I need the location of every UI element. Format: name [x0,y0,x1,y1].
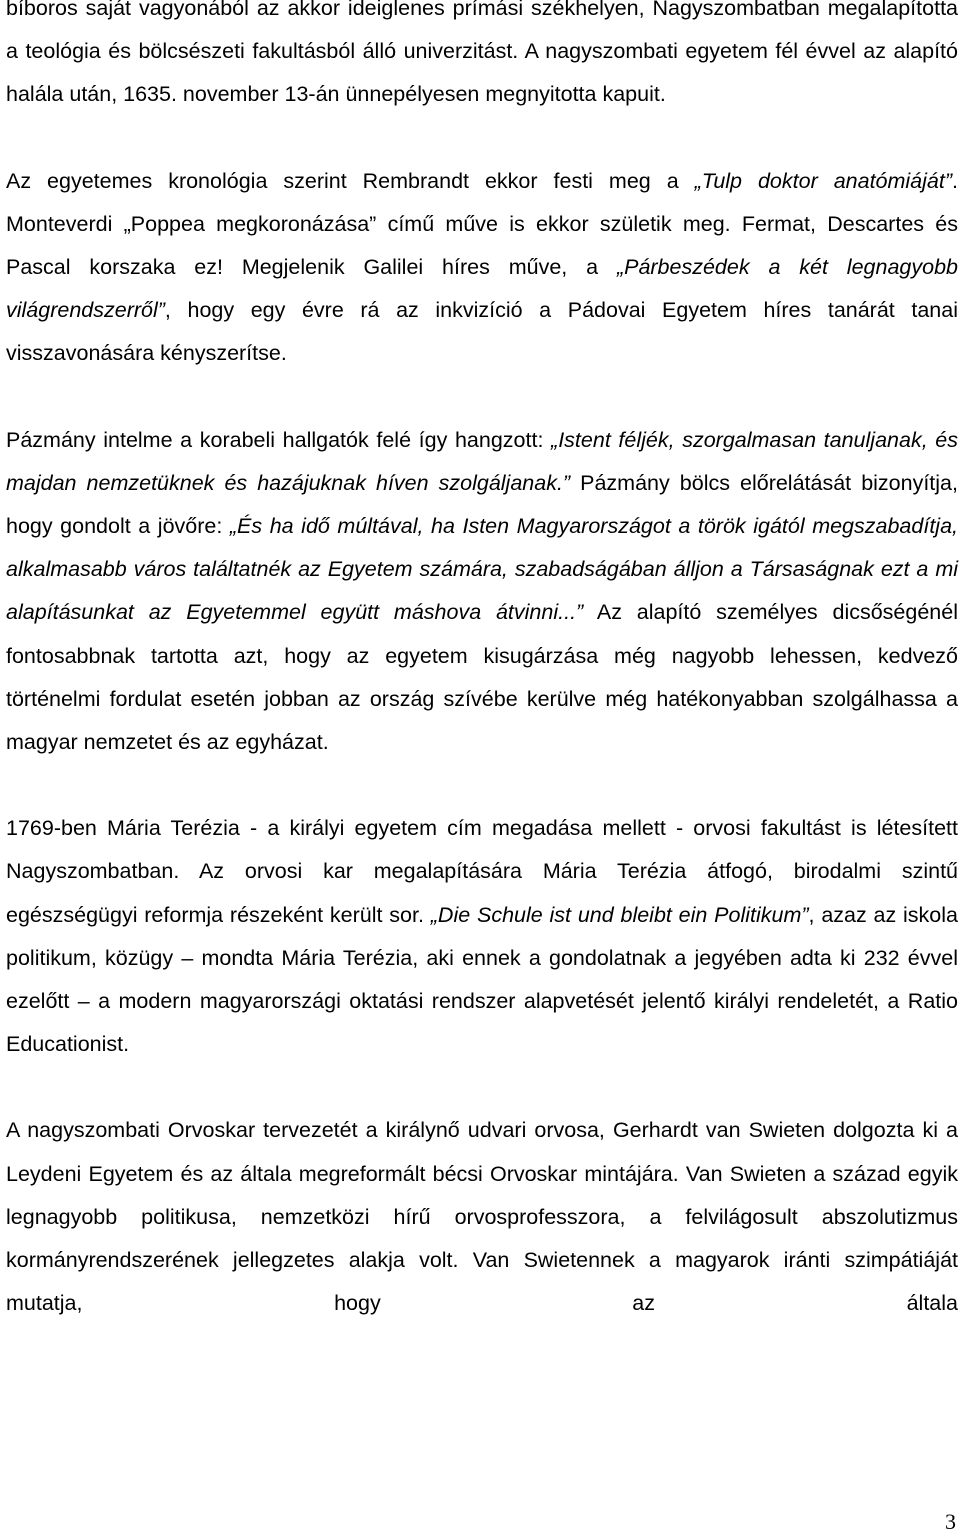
paragraph-university-founding [6,0,958,117]
quote: „Die Schule ist und bleibt ein Politikum” [430,902,809,927]
text-segment: 1769-ben Mária Terézia - a királyi egyetem cím megadása mellett - orvosi fakultást is létesített Nagyszombatban. Az orvosi kar megalapítására Mária Terézia átfogó, birodalmi szintű egészségügyi reformja részeként került sor. [6,816,958,927]
page-number: 3 [945,1509,956,1534]
paragraph-chronology [6,160,958,376]
text-segment: bíboros saját vagyonából az akkor ideiglenes prímási székhelyen, Nagyszombatban megalapította a teológia és bölcsészeti fakultásból álló univerzitást. A nagyszombati egyetem fél évvel az alapító halála után, 1635. november 13-án ünnepélyesen megnyitotta kapuit. [6,0,958,107]
text-segment: Pázmány intelme a korabeli hallgatók felé így hangzott: [6,427,552,452]
quote: „Istent féljék, szorgalmasan tanuljanak, és majdan nemzetüknek és hazájuknak híven szolgáljanak.” [6,427,958,495]
text-segment: , hogy egy évre rá az inkvizíció a Pádovai Egyetem híres tanárát tanai visszavonására kényszerítse. [6,298,958,366]
text-segment: . Monteverdi „Poppea megkoronázása” című műve is ekkor születik meg. Fermat, Descartes és Pascal korszaka ez! Megjelenik Galilei híres műve, a [6,168,958,280]
book-title: „Párbeszédek a két legnagyobb világrendszerről” [6,255,958,323]
text-segment: Az egyetemes kronológia szerint Rembrandt ekkor festi meg a [6,168,695,193]
paragraph-medical-faculty [6,807,958,1066]
text-segment: Pázmány bölcs előrelátását bizonyítja, hogy gondolt a jövőre: [6,470,958,539]
text-segment: A nagyszombati Orvoskar tervezetét a királynő udvari orvosa, Gerhardt van Swieten dolgozta ki a Leydeni Egyetem és az általa megreformált bécsi Orvoskar mintájára. Van Swieten a század egyik legnagyobb politikusa, nemzetközi hírű orvosprofesszora, a felvilágosult abszolutizmus kormányrendszerének jellegzetes alakja volt. Van Swietennek a magyarok iránti szimpátiáját mutatja, hogy az általa [6,1118,958,1316]
paragraph-van-swieten [6,1109,958,1325]
paragraph-pazmany-quote [6,419,958,765]
artwork-title: „Tulp doktor anatómiáját” [694,168,953,193]
text-segment: , azaz az iskola politikum, közügy – mondta Mária Terézia, aki ennek a gondolatnak a jegyében adta ki 232 évvel ezelőtt – a modern magyarországi oktatási rendszer alapvetését jelentő királyi rendeletét, a Ratio Educationist. [6,902,959,1057]
document-page [6,0,958,1325]
text-segment: Az alapító személyes dicsőségénél fontosabbnak tartotta azt, hogy az egyetem kisugárzása még nagyobb lehessen, kedvező történelmi fordulat esetén jobban az ország szívébe kerülve még hatékonyabban szolgálhassa a magyar nemzetet és az egyházat. [6,600,958,755]
quote: „És ha idő múltával, ha Isten Magyarországot a török igától megszabadítja, alkalmasabb város találtatnék az Egyetem számára, szabadságában álljon a Társaságnak ezt a mi alapításunkat az Egyetemmel együtt máshova átvinni...” [6,514,958,625]
